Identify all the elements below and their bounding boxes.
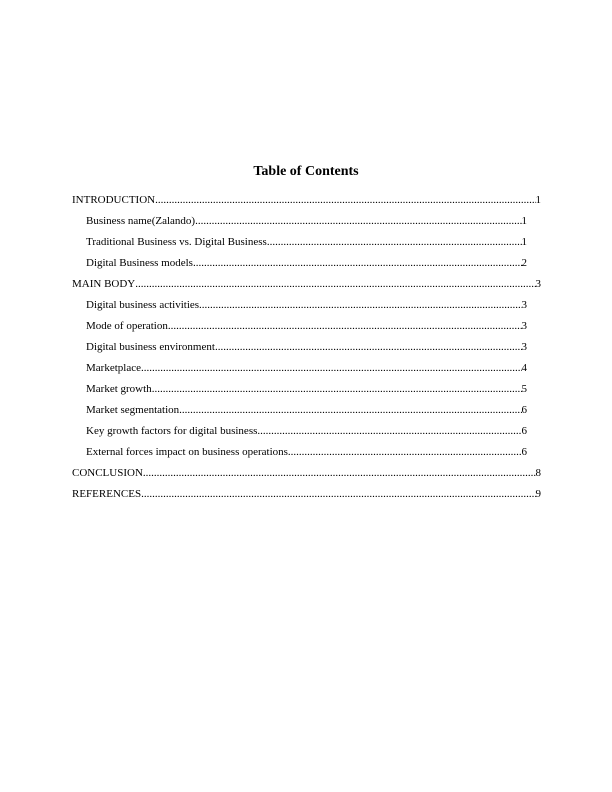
toc-entry-label: MAIN BODY (72, 278, 136, 290)
toc-entry-main-body[interactable] (72, 277, 541, 291)
toc-entry-page-number: 6 (521, 404, 527, 416)
toc-entry-page-number: 9 (535, 488, 541, 500)
dot-leader (155, 193, 535, 207)
toc-entry-page-number: 5 (521, 383, 527, 395)
dot-leader (141, 361, 522, 375)
toc-entry-label: Market segmentation (86, 404, 180, 416)
toc-entry-label: CONCLUSION (72, 467, 143, 479)
toc-entry-label: Business name(Zalando) (86, 215, 196, 227)
toc-entry-market-segmentation[interactable] (86, 403, 527, 417)
dot-leader (152, 382, 522, 396)
dot-leader (195, 214, 521, 228)
dot-leader (179, 403, 521, 417)
dot-leader (215, 340, 522, 354)
toc-entry-label: Market growth (86, 383, 152, 395)
toc-entry-page-number: 3 (521, 299, 527, 311)
toc-entry-label: Marketplace (86, 362, 141, 374)
toc-entry-label: Digital business activities (86, 299, 200, 311)
toc-entry-page-number: 3 (521, 320, 527, 332)
dot-leader (135, 277, 535, 291)
dot-leader (199, 298, 521, 312)
dot-leader (168, 319, 522, 333)
toc-entry-market-growth[interactable] (86, 382, 527, 396)
toc-entry-label: INTRODUCTION (72, 194, 156, 206)
toc-entry-label: Traditional Business vs. Digital Business (86, 236, 267, 248)
toc-entry-label: Key growth factors for digital business (86, 425, 258, 437)
dot-leader (193, 256, 522, 270)
toc-entry-label: Digital Business models (86, 257, 193, 269)
toc-entry-page-number: 6 (521, 425, 527, 437)
toc-entry-page-number: 2 (521, 257, 527, 269)
toc-entry-traditional-vs-digital[interactable] (86, 235, 527, 249)
toc-entry-key-growth-factors[interactable] (86, 424, 527, 438)
toc-entry-page-number: 1 (521, 236, 527, 248)
toc-entry-label: External forces impact on business operations (86, 446, 288, 458)
toc-entry-marketplace[interactable] (86, 361, 527, 375)
dot-leader (141, 487, 535, 501)
dot-leader (288, 445, 522, 459)
toc-entry-digital-business-activities[interactable] (86, 298, 527, 312)
toc-entry-conclusion[interactable] (72, 466, 541, 480)
toc-entry-page-number: 8 (535, 467, 541, 479)
dot-leader (143, 466, 536, 480)
toc-entry-page-number: 1 (535, 194, 541, 206)
toc-entry-page-number: 3 (521, 341, 527, 353)
toc-entry-external-forces[interactable] (86, 445, 527, 459)
toc-entry-page-number: 3 (535, 278, 541, 290)
dot-leader (257, 424, 521, 438)
toc-title: Table of Contents (253, 164, 359, 179)
toc-entry-digital-business-models[interactable] (86, 256, 527, 270)
toc-entry-references[interactable] (72, 487, 541, 501)
toc-entry-business-name[interactable] (86, 214, 527, 228)
toc-entry-page-number: 6 (521, 446, 527, 458)
toc-entry-page-number: 4 (521, 362, 527, 374)
toc-entry-mode-of-operation[interactable] (86, 319, 527, 333)
toc-entry-digital-business-environment[interactable] (86, 340, 527, 354)
toc-entry-label: REFERENCES (72, 488, 142, 500)
toc-entry-label: Mode of operation (86, 320, 168, 332)
toc-entry-label: Digital business environment (86, 341, 215, 353)
dot-leader (267, 235, 522, 249)
toc-entry-introduction[interactable] (72, 193, 541, 207)
toc-entry-page-number: 1 (521, 215, 527, 227)
